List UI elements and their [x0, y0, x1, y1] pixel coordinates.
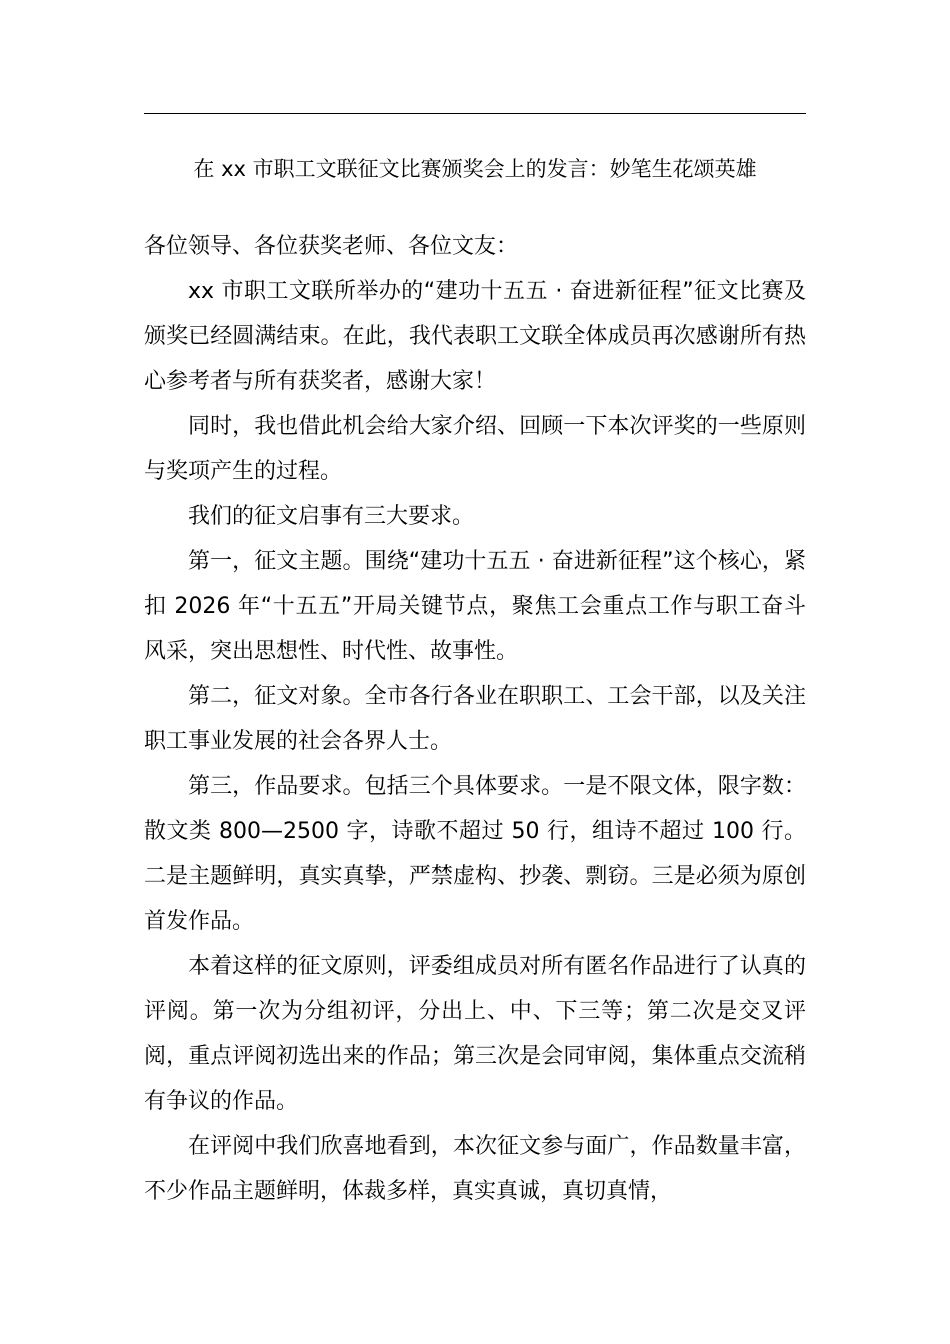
paragraph: 同时，我也借此机会给大家介绍、回顾一下本次评奖的一些原则与奖项产生的过程。 [144, 414, 806, 484]
salutation: 各位领导、各位获奖老师、各位文友： [144, 234, 519, 259]
paragraph: 本着这样的征文原则，评委组成员对所有匿名作品进行了认真的评阅。第一次为分组初评，分出上、中、下三等；第二次是交叉评阅，重点评阅初选出来的作品；第三次是会同审阅，集体重点交流稍有争议的作品。 [144, 954, 806, 1114]
paragraph: 第二，征文对象。全市各行各业在职职工、工会干部，以及关注职工事业发展的社会各界人士。 [144, 684, 806, 754]
paragraph: 第三，作品要求。包括三个具体要求。一是不限文体，限字数：散文类 800—2500 字，诗歌不超过 50 行，组诗不超过 100 行。二是主题鲜明，真实真挚，严禁虚构、抄袭、剽窃。三是必须为原创首发作品。 [144, 774, 806, 934]
paragraph: 在评阅中我们欣喜地看到，本次征文参与面广，作品数量丰富，不少作品主题鲜明，体裁多样，真实真诚，真切真情， [144, 1134, 806, 1204]
paragraph: xx 市职工文联所举办的“建功十五五 · 奋进新征程”征文比赛及颁奖已经圆满结束。在此，我代表职工文联全体成员再次感谢所有热心参考者与所有获奖者，感谢大家！ [144, 279, 806, 394]
header-rule [144, 113, 806, 114]
paragraph: 第一，征文主题。围绕“建功十五五 · 奋进新征程”这个核心，紧扣 2026 年“十五五”开局关键节点，聚焦工会重点工作与职工奋斗风采，突出思想性、时代性、故事性。 [144, 549, 806, 664]
document-title: 在 xx 市职工文联征文比赛颁奖会上的发言：妙笔生花颂英雄 [193, 157, 757, 181]
document-body [144, 224, 806, 1214]
paragraph: 我们的征文启事有三大要求。 [188, 504, 475, 529]
